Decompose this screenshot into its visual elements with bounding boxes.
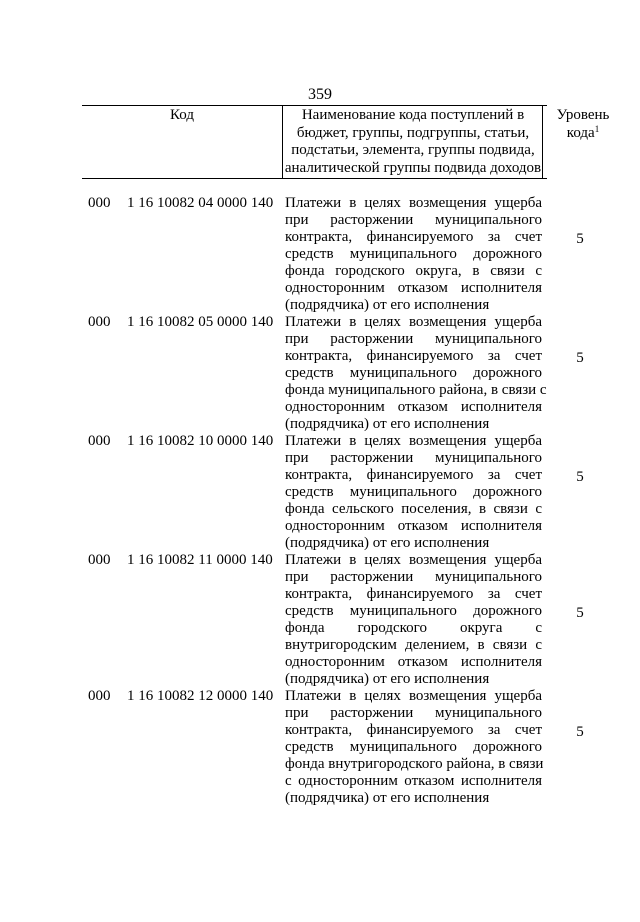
column-divider: [282, 106, 283, 178]
description-line: Платежи в целях возмещения ущерба: [285, 433, 542, 449]
description-line: Платежи в целях возмещения ущерба: [285, 688, 542, 704]
revenue-description: [285, 688, 542, 807]
code-level: 5: [576, 350, 584, 366]
revenue-description: [285, 552, 542, 688]
code-level: 5: [576, 469, 584, 485]
admin-code: 000: [88, 433, 111, 449]
header-level: [544, 107, 622, 142]
description-line: при расторжении муниципального: [285, 331, 542, 347]
admin-code: 000: [88, 688, 111, 704]
description-line: средств муниципального дорожного: [285, 739, 542, 755]
header-code: Код: [170, 107, 194, 123]
description-line: односторонним отказом исполнителя: [285, 280, 542, 296]
description-line: внутригородским делением, в связи с: [285, 637, 542, 653]
description-line: Платежи в целях возмещения ущерба: [285, 314, 542, 330]
header-name-line: подстатьи, элемента, группы подвида,: [291, 142, 535, 158]
description-line: фонда внутригородского района, в связи: [285, 756, 544, 772]
revenue-code: 1 16 10082 04 0000 140: [127, 195, 274, 211]
revenue-description: [285, 314, 547, 433]
description-line: фонда городского округа, в связи с: [285, 263, 542, 279]
description-line: односторонним отказом исполнителя: [285, 399, 542, 415]
table-header: [82, 105, 610, 179]
description-line: (подрядчика) от его исполнения: [285, 535, 490, 551]
description-line: контракта, финансируемого за счет: [285, 722, 542, 738]
description-line: Платежи в целях возмещения ущерба: [285, 552, 542, 568]
description-line: средств муниципального дорожного: [285, 484, 542, 500]
description-line: (подрядчика) от его исполнения: [285, 416, 490, 432]
description-line: контракта, финансируемого за счет: [285, 467, 542, 483]
admin-code: 000: [88, 314, 111, 330]
description-line: средств муниципального дорожного: [285, 365, 542, 381]
description-line: контракта, финансируемого за счет: [285, 348, 542, 364]
header-name-line: Наименование кода поступлений в: [301, 107, 525, 123]
revenue-code: 1 16 10082 10 0000 140: [127, 433, 274, 449]
description-line: Платежи в целях возмещения ущерба: [285, 195, 542, 211]
description-line: контракта, финансируемого за счет: [285, 586, 542, 602]
description-line: фонда муниципального района, в связи с: [285, 382, 547, 398]
header-name-line: бюджет, группы, подгруппы, статьи,: [296, 124, 530, 141]
description-line: с односторонним отказом исполнителя: [285, 773, 542, 789]
revenue-code: 1 16 10082 12 0000 140: [127, 688, 274, 704]
description-line: при расторжении муниципального: [285, 212, 542, 228]
description-line: при расторжении муниципального: [285, 569, 542, 585]
header-name-line: аналитической группы подвида доходов: [284, 159, 542, 176]
page-number: 359: [308, 86, 332, 103]
description-line: средств муниципального дорожного: [285, 246, 542, 262]
description-line: односторонним отказом исполнителя: [285, 654, 542, 670]
revenue-description: [285, 195, 542, 314]
header-level-line: Уровень: [556, 107, 610, 123]
admin-code: 000: [88, 552, 111, 568]
description-line: средств муниципального дорожного: [285, 603, 542, 619]
footnote-marker: 1: [594, 123, 600, 134]
header-level-text: кода: [566, 124, 595, 141]
description-line: (подрядчика) от его исполнения: [285, 790, 490, 806]
header-name: [284, 107, 542, 177]
column-divider: [542, 106, 543, 178]
revenue-code: 1 16 10082 05 0000 140: [127, 314, 274, 330]
admin-code: 000: [88, 195, 111, 211]
revenue-description: [285, 433, 542, 552]
code-level: 5: [576, 605, 584, 621]
description-line: фонда сельского поселения, в связи с: [285, 501, 542, 517]
description-line: контракта, финансируемого за счет: [285, 229, 542, 245]
code-level: 5: [576, 231, 584, 247]
revenue-code: 1 16 10082 11 0000 140: [127, 552, 273, 568]
description-line: (подрядчика) от его исполнения: [285, 671, 490, 687]
description-line: при расторжении муниципального: [285, 705, 542, 721]
description-line: (подрядчика) от его исполнения: [285, 297, 490, 313]
code-level: 5: [576, 724, 584, 740]
description-line: фонда городского округа с: [285, 620, 542, 636]
description-line: односторонним отказом исполнителя: [285, 518, 542, 534]
description-line: при расторжении муниципального: [285, 450, 542, 466]
header-level-line-2: [544, 125, 622, 143]
